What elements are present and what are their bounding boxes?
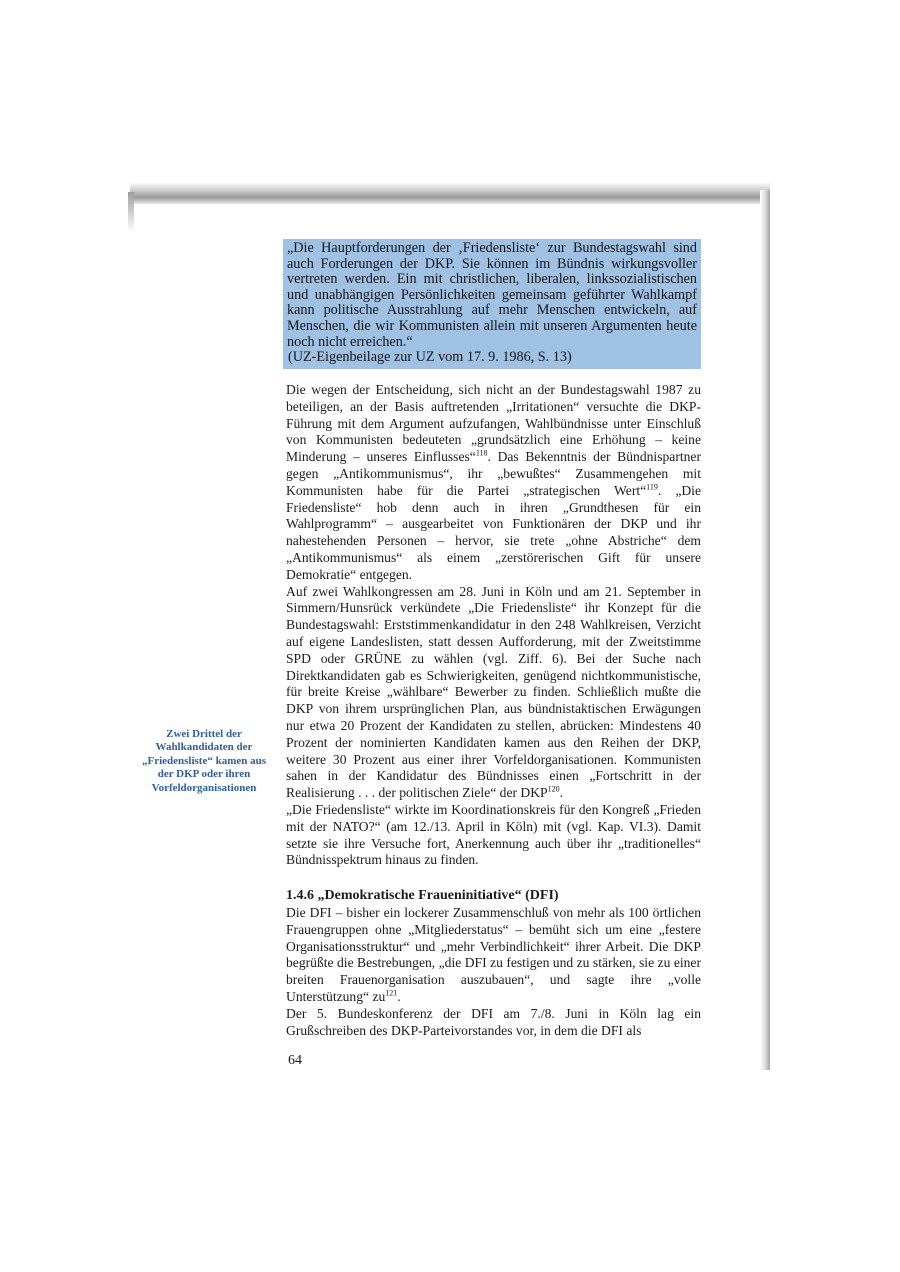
footnote-ref: 120	[547, 784, 560, 794]
scan-edge-left	[128, 192, 134, 232]
scan-edge-top	[130, 182, 770, 204]
paragraph-2: Auf zwei Wahlkongressen am 28. Juni in Köln und am 21. September in Simmern/Hunsrück verkündete „Die Friedensliste“ ihr Konzept für die Bundestagswahl: Erststimmenkandidatur in den 248 Wahlkreisen, Verzicht auf eigene Landeslisten, statt dessen Aufforderung, mit der Zweitstimme SPD oder GRÜNE zu wählen (vgl. Ziff. 6). Bei der Suche nach Direktkandidaten gab es Schwierigkeiten, genügend nichtkommunistische, für breite Kreise „wählbare“ Bewerber zu finden. Schließlich mußte die DKP von ihrem ursprünglichen Plan, aus bündnistaktischen Erwägungen nur etwa 20 Prozent der Kandidaten zu stellen, abrücken: Mindestens 40 Prozent der nominierten Kandidaten kamen aus den Reihen der DKP, weitere 30 Prozent aus einer ihrer Vorfeldorganisationen. Kommunisten sahen in der Kandidatur des Bündnisses einen „Fortschritt in der Realisierung . . . der politischen Ziele“ der DKP$^{120}$.	[286, 583, 701, 801]
section-text-block	[286, 905, 701, 1039]
footnote-ref: 119	[646, 482, 658, 492]
footnote-ref: 121	[385, 988, 398, 998]
paragraph-5: Der 5. Bundeskonferenz der DFI am 7./8. Juni in Köln lag ein Grußschreiben des DKP-Parteivorstandes vor, in dem die DFI als	[286, 1005, 701, 1038]
scan-edge-right	[760, 190, 770, 1070]
margin-note: Zwei Drittel der Wahlkandidaten der „Friedensliste“ kamen aus der DKP oder ihren Vorfeldorganisationen	[141, 728, 267, 794]
paragraph-3: „Die Friedensliste“ wirkte im Koordinationskreis für den Kongreß „Frieden mit der NATO?“ (am 12./13. April in Köln) mit (vgl. Kap. VI.3). Damit setzte sie ihre Versuche fort, Anerkennung auch über ihr „traditionelles“ Bündnisspektrum hinaus zu finden.	[286, 801, 701, 868]
paragraph-1: Die wegen der Entscheidung, sich nicht an der Bundestagswahl 1987 zu beteiligen, an der Basis auftretenden „Irritationen“ versuchte die DKP-Führung mit dem Argument aufzufangen, Wahlbündnisse unter Einschluß von Kommunisten bedeuteten „grundsätzlich eine Erhöhung – keine Minderung – unseres Einflusses“$^{118}$. Das Bekenntnis der Bündnispartner gegen „Antikommunismus“, ihr „bewußtes“ Zusammengehen mit Kommunisten habe für die Partei „strategischen Wert“$^{119}$. „Die Friedensliste“ hob denn auch in ihren „Grundthesen für ein Wahlprogramm“ – ausgearbeitet von Funktionären der DKP und ihr nahestehenden Personen – hervor, sie trete „ohne Abstriche“ dem „Antikommunismus“ als einem „zerstörerischen Gift für unsere Demokratie“ entgegen.	[286, 382, 701, 582]
section-heading: 1.4.6 „Demokratische Fraueninitiative“ (DFI)	[286, 888, 559, 903]
footnote-ref: 118	[475, 448, 488, 458]
main-text-block	[286, 382, 701, 869]
page-number: 64	[288, 1053, 302, 1068]
highlighted-quote: „Die Hauptforderungen der ‚Friedensliste‘ zur Bundestagswahl sind auch Forderungen der DKP. Sie können im Bündnis wirkungsvoller vertreten werden. Ein mit christlichen, liberalen, linkssozialistischen und unabhängigen Persönlichkeiten gemeinsam geführter Wahlkampf kann politische Ausstrahlung auf mehr Menschen entwickeln, auf Menschen, die wir Kommunisten allein mit unseren Argumenten heute noch nicht erreichen.“	[287, 240, 697, 350]
quote-source: (UZ-Eigenbeilage zur UZ vom 17. 9. 1986, S. 13)	[288, 349, 572, 365]
paragraph-4: Die DFI – bisher ein lockerer Zusammenschluß von mehr als 100 örtlichen Frauengruppen ohne „Mitgliederstatus“ – bemüht sich um eine „festere Organisationsstruktur“ und „mehr Verbindlichkeit“ ihrer Arbeit. Die DKP begrüßte die Bestrebungen, „die DFI zu festigen und zu stärken, sie zu einer breiten Frauenorganisation auszubauen“, und sagte ihre „volle Unterstützung“ $zu^{121}$.	[286, 905, 701, 1004]
